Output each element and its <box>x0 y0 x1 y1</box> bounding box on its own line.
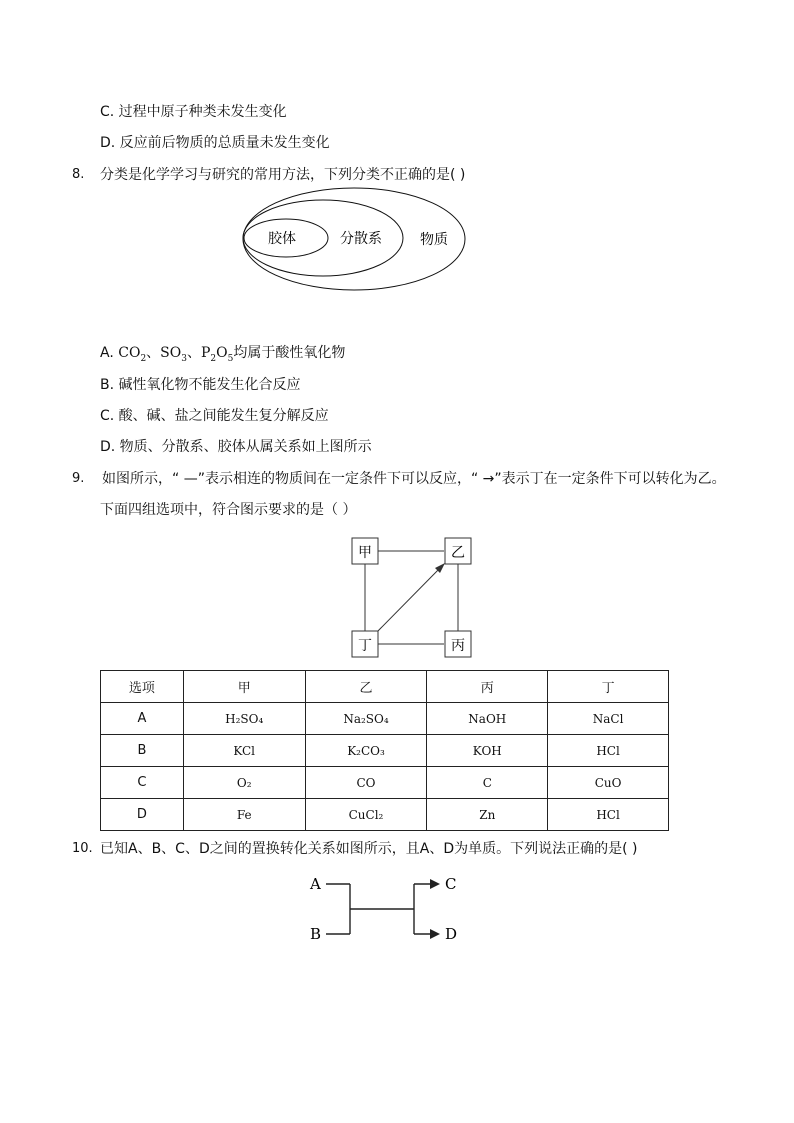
row-label: D <box>101 799 184 831</box>
q7-option-c: C. 过程中原子种类未发生变化 <box>100 104 287 120</box>
header-option: 选项 <box>101 671 184 703</box>
q8-option-b: B. 碱性氧化物不能发生化合反应 <box>100 377 301 393</box>
q10-number: 10. <box>72 841 93 856</box>
displacement-reaction-diagram <box>300 870 470 950</box>
q8-stem: 分类是化学学习与研究的常用方法，下列分类不正确的是( ) <box>100 167 466 183</box>
q8-option-a-prefix: A. <box>100 345 114 361</box>
row-label: A <box>101 703 184 735</box>
label-colloid: 胶体 <box>268 231 296 247</box>
cell-yi: CO <box>305 767 427 799</box>
cell-jia: O₂ <box>183 767 305 799</box>
q10-stem: 已知A、B、C、D之间的置换转化关系如图所示，且A、D为单质。下列说法正确的是( ) <box>100 841 638 857</box>
label-bing: 丙 <box>451 638 465 654</box>
row-label: C <box>101 767 184 799</box>
header-yi: 乙 <box>305 671 427 703</box>
cell-bing: KOH <box>427 735 548 767</box>
cell-jia: H₂SO₄ <box>183 703 305 735</box>
label-yi: 乙 <box>451 545 465 561</box>
cell-ding: CuO <box>548 767 669 799</box>
cell-bing: Zn <box>427 799 548 831</box>
label-b: B <box>310 925 322 943</box>
cell-yi: K₂CO₃ <box>305 735 427 767</box>
cell-jia: KCl <box>183 735 305 767</box>
arrowhead-d-icon <box>430 929 440 939</box>
label-matter: 物质 <box>420 232 448 248</box>
q9-number: 9. <box>72 471 85 486</box>
table-row <box>101 767 669 799</box>
cell-bing: C <box>427 767 548 799</box>
cell-ding: HCl <box>548 735 669 767</box>
row-label: B <box>101 735 184 767</box>
q7-option-d: D. 反应前后物质的总质量未发生变化 <box>100 135 330 151</box>
table-row <box>101 703 669 735</box>
label-d: D <box>445 925 458 943</box>
label-a: A <box>310 875 321 893</box>
cell-yi: CuCl₂ <box>305 799 427 831</box>
cell-jia: Fe <box>183 799 305 831</box>
q8-option-a-text: 均属于酸性氧化物 <box>233 345 346 361</box>
reaction-square-diagram <box>345 533 480 663</box>
cell-bing: NaOH <box>427 703 548 735</box>
classification-ellipse-diagram <box>240 185 470 295</box>
label-dispersion-system: 分散系 <box>340 231 382 247</box>
table-row <box>101 735 669 767</box>
q8-number: 8. <box>72 167 85 182</box>
cell-yi: Na₂SO₄ <box>305 703 427 735</box>
arrowhead-c-icon <box>430 879 440 889</box>
table-row <box>101 799 669 831</box>
cell-ding: NaCl <box>548 703 669 735</box>
label-jia: 甲 <box>358 545 372 561</box>
arrow-ding-to-yi <box>375 566 442 634</box>
header-jia: 甲 <box>183 671 305 703</box>
q9-options-table <box>100 670 669 831</box>
label-ding: 丁 <box>358 638 372 654</box>
q8-option-a-formulas: $CO_2$、$SO_3$、$P_2O_5$ <box>118 345 234 364</box>
q8-option-c: C. 酸、碱、盐之间能发生复分解反应 <box>100 408 329 424</box>
q8-option-a <box>100 343 345 369</box>
label-c: C <box>445 875 457 893</box>
q8-option-d: D. 物质、分散系、胶体从属关系如上图所示 <box>100 439 372 455</box>
header-ding: 丁 <box>548 671 669 703</box>
header-bing: 丙 <box>427 671 548 703</box>
cell-ding: HCl <box>548 799 669 831</box>
q9-stem-line1: 如图所示，“ —”表示相连的物质间在一定条件下可以反应，“ →”表示丁在一定条件下可以转化为乙。 <box>102 471 726 487</box>
q9-stem-line2: 下面四组选项中，符合图示要求的是（ ） <box>100 502 357 518</box>
table-header-row <box>101 671 669 703</box>
